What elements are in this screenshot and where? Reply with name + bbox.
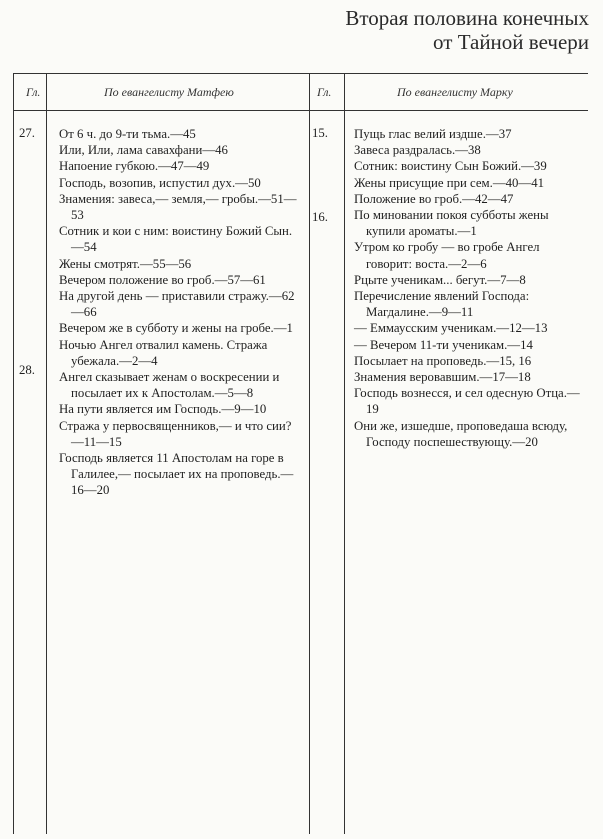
divider-2: [309, 74, 310, 834]
divider-1: [46, 74, 47, 834]
matthew-entry: Сотник и кои с ним: воистину Божий Сын.—54: [59, 224, 293, 255]
mark-entry: Знамения веровавшим.—17—18: [354, 370, 531, 385]
mark-entry: Они же, изшедше, проповедаша всюду, Господу поспешествующу.—20: [354, 418, 568, 449]
mark-entry: Пущь глас велий издше.—37: [354, 127, 512, 141]
title-line-1: Вторая половина конечных: [345, 6, 589, 30]
matthew-entry: На пути является им Господь.—9—10: [59, 402, 267, 417]
divider-3: [344, 74, 345, 834]
matthew-entry: Ночью Ангел отвалил камень. Стража убежала.—2—4: [59, 337, 268, 368]
chapter-15: 15.: [312, 126, 328, 140]
chapter-16: 16.: [312, 210, 328, 224]
mark-entry: Завеса раздралась.—38: [354, 143, 481, 158]
matthew-entry: Напоение губкою.—47—49: [59, 159, 210, 174]
header-mark: По евангелисту Марку: [397, 85, 513, 99]
matthew-entry: На другой день — приставили стражу.—62—66: [59, 289, 295, 320]
matthew-entry: Ангел сказывает женам о воскресении и посылает их к Апостолам.—5—8: [59, 370, 280, 401]
header-matthew: По евангелисту Матфею: [104, 85, 234, 99]
mark-entry: — Еммаусским ученикам.—12—13: [354, 321, 548, 336]
matthew-entry: Знамения: завеса,— земля,— гробы.—51—53: [59, 191, 297, 223]
matthew-entry: Господь, возопив, испустил дух.—50: [59, 175, 261, 190]
chapter-28: 28.: [19, 363, 35, 377]
chapter-27: 27.: [19, 126, 35, 140]
table-header-row: [14, 74, 588, 111]
matthew-column: [59, 126, 299, 499]
matthew-entry: Господь является 11 Апостолам на горе в Галилее,— посылает их на проповедь.—16—20: [59, 451, 294, 498]
mark-column: [354, 126, 586, 450]
mark-entry: Утром ко гробу — во гробе Ангел говорит: воста.—2—6: [354, 240, 540, 271]
page-title: [345, 6, 589, 54]
mark-entry: Жены присущие при сем.—40—41: [354, 175, 545, 190]
header-chapter-right: Гл.: [317, 85, 332, 99]
title-line-2: от Тайной вечери: [433, 30, 589, 54]
header-chapter-left: Гл.: [26, 85, 41, 99]
matthew-entry: Жены смотрят.—55—56: [59, 256, 192, 271]
mark-entry: — Вечером 11-ти ученикам.—14: [354, 337, 533, 352]
mark-entry: Перечисление явлений Господа: Магдалине.—9—11: [354, 289, 530, 320]
mark-entry: Господь вознесся, и сел одесную Отца.—19: [354, 386, 580, 417]
matthew-entry: Или, Или, лама савахфани—46: [59, 143, 228, 158]
matthew-entry: От 6 ч. до 9-ти тьма.—45: [59, 127, 196, 141]
gospel-table: [13, 73, 588, 834]
mark-entry: Сотник: воистину Сын Божий.—39: [354, 159, 547, 174]
mark-entry: Посылает на проповедь.—15, 16: [354, 353, 532, 368]
mark-entry: Положение во гроб.—42—47: [354, 191, 514, 206]
matthew-entry: Стража у первосвященников,— и что сии?—11—15: [59, 418, 292, 449]
matthew-entry: Вечером же в субботу и жены на гробе.—1: [59, 321, 293, 336]
matthew-entry: Вечером положение во гроб.—57—61: [59, 272, 266, 287]
mark-entry: Рцыте ученикам... бегут.—7—8: [354, 272, 526, 287]
mark-entry: По миновании покоя субботы жены купили ароматы.—1: [354, 208, 549, 239]
